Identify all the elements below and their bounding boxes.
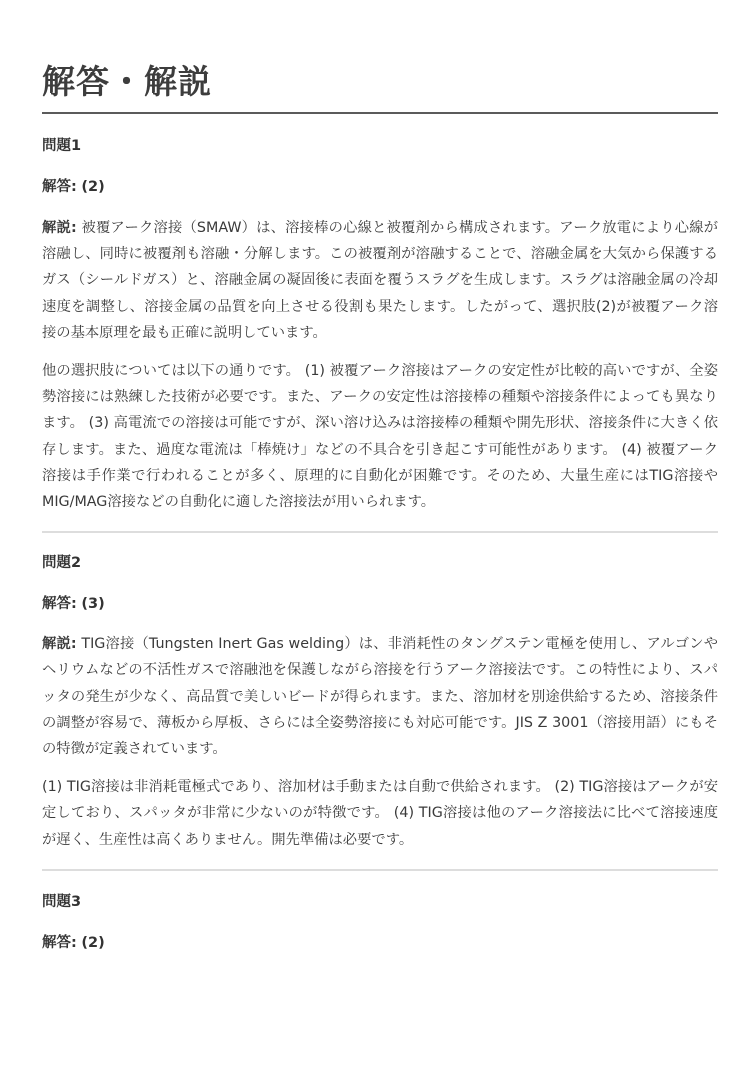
question-2-explanation: [42, 631, 718, 762]
explanation-text: TIG溶接（Tungsten Inert Gas welding）は、非消耗性のタングステン電極を使用し、アルゴンやヘリウムなどの不活性ガスで溶融池を保護しながら溶接を行うアーク溶接法です。この特性により、スパッタの発生が少なく、高品質で美しいビードが得られます。また、溶加材を別途供給するため、溶接条件の調整が容易で、薄板から厚板、さらには全姿勢溶接にも対応可能です。JIS Z 3001（溶接用語）にもその特徴が定義されています。: [42, 636, 718, 758]
answer-value: (3): [81, 596, 105, 613]
explanation-text: 被覆アーク溶接（SMAW）は、溶接棒の心線と被覆剤から構成されます。アーク放電により心線が溶融し、同時に被覆剤も溶融・分解します。この被覆剤が溶融することで、溶融金属を大気から保護するガス（シールドガス）と、溶融金属の凝固後に表面を覆うスラグを生成します。スラグは溶融金属の冷却速度を調整し、溶接金属の品質を向上させる役割も果たします。したがって、選択肢(2)が被覆アーク溶接の基本原理を最も正確に説明しています。: [42, 220, 719, 341]
answer-label: 解答:: [42, 596, 77, 613]
explanation-label: 解説:: [42, 220, 77, 236]
title-rule: [42, 112, 718, 114]
page-title: 解答・解説: [42, 62, 212, 101]
question-1-block: [42, 136, 718, 515]
question-1-answer: [42, 177, 718, 197]
question-1-heading: 問題1: [42, 138, 82, 154]
question-1-additional: 他の選択肢については以下の通りです。 (1) 被覆アーク溶接はアークの安定性が比較的高いですが、全姿勢溶接には熟練した技術が必要です。また、アークの安定性は溶接棒の種類や溶接条件によっても異なります。 (3) 高電流での溶接は可能ですが、深い溶け込みは溶接棒の種類や開先形状、溶接条件に大きく依存します。また、過度な電流は「棒焼け」などの不具合を引き起こす可能性があります。 (4) 被覆アーク溶接は手作業で行われることが多く、原理的に自動化が困難です。そのため、大量生産にはTIG溶接やMIG/MAG溶接などの自動化に適した溶接法が用いられます。: [42, 363, 718, 511]
question-1-explanation: [42, 215, 718, 346]
section-divider: [42, 531, 718, 533]
explanation-label: 解説:: [42, 636, 77, 653]
question-3-answer: [42, 933, 718, 953]
question-3-heading: 問題3: [42, 893, 82, 910]
answer-value: (2): [81, 934, 105, 951]
answer-explanation-page: [42, 0, 718, 953]
question-2-additional: (1) TIG溶接は非消耗電極式であり、溶加材は手動または自動で供給されます。 (2) TIG溶接はアークが安定しており、スパッタが非常に少ないのが特徴です。 (4) TIG溶接は他のアーク溶接法に比べて溶接速度が遅く、生産性は高くありません。開先準備は必要です。: [42, 779, 718, 848]
question-3-block: [42, 892, 718, 953]
question-2-heading: 問題2: [42, 555, 82, 572]
answer-label: 解答:: [42, 934, 77, 951]
section-divider: [42, 869, 718, 871]
answer-label: 解答:: [42, 179, 77, 195]
question-2-block: [42, 553, 718, 853]
question-2-answer: [42, 594, 718, 614]
answer-value: (2): [81, 179, 105, 195]
